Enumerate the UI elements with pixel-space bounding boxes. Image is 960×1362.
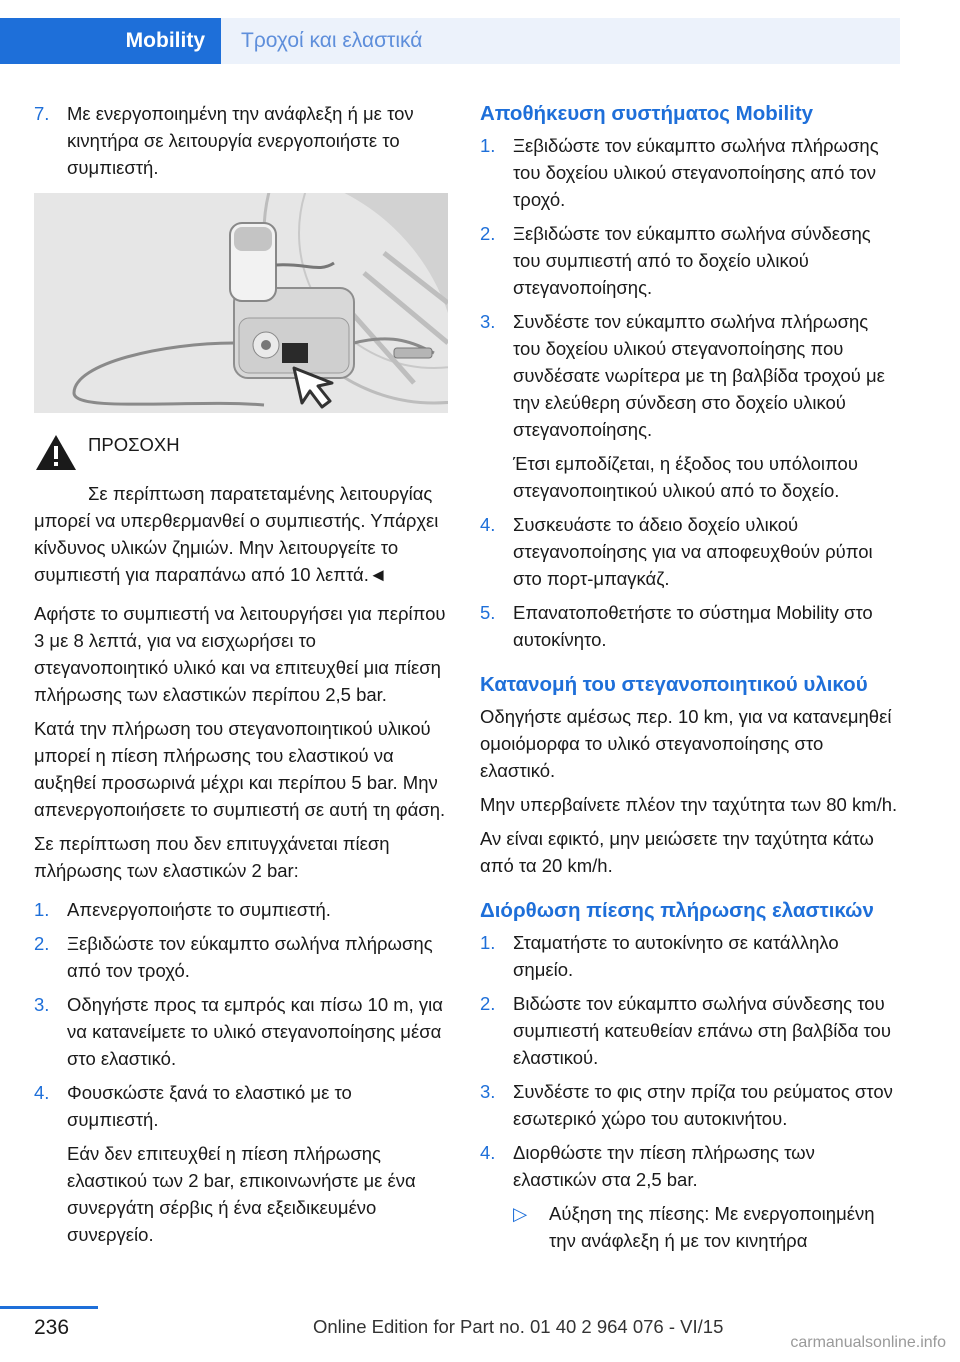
step-text: Βιδώστε τον εύκαμπτο σωλήνα σύνδεσης του συμπιεστή κατευθείαν επάνω στη βαλβίδα του ελαστικού. bbox=[513, 993, 891, 1068]
step-text: Ξεβιδώστε τον εύκαμπτο σωλήνα σύνδεσης του συμπιεστή από το δοχείο υλικού στεγανοποίησης. bbox=[513, 223, 871, 298]
sub-item-text: Αύξηση της πίεσης: Με ενεργοποιημένη την ανάφλεξη ή με τον κινητήρα bbox=[549, 1203, 875, 1251]
step-number: 3. bbox=[480, 1081, 496, 1102]
step-note: Έτσι εμποδίζεται, η έξοδος του υπόλοιπου στεγανοποιητικού υλικού από το δοχείο. bbox=[513, 453, 858, 501]
step-number: 2. bbox=[34, 933, 50, 954]
section-tab: Mobility bbox=[0, 18, 221, 64]
step-text: Επανατοποθετήστε το σύστημα Mobility στο αυτοκίνητο. bbox=[513, 602, 873, 650]
step-number: 5. bbox=[480, 602, 496, 623]
step-note: Εάν δεν επιτευχθεί η πίεση πλήρωσης ελαστικού των 2 bar, επικοινωνήστε με ένα συνεργάτη σέρβις ή ένα εξειδικευμένο συνεργείο. bbox=[67, 1143, 416, 1245]
step-item bbox=[480, 308, 900, 443]
step-text: Συνδέστε τον εύκαμπτο σωλήνα πλήρωσης του δοχείου υλικού στεγανοποίησης που συνδέσατε νωρίτερα με τη βαλβίδα τροχού με την ελεύθερη σύνδεση στο δοχείο υλικού στεγανοποίησης. bbox=[513, 311, 885, 440]
page-header bbox=[0, 18, 900, 64]
step-item bbox=[480, 929, 900, 983]
compressor-illustration bbox=[34, 193, 448, 413]
paragraph: Κατά την πλήρωση του στεγανοποιητικού υλικού μπορεί η πίεση πλήρωσης του ελαστικού να αυξηθεί προσωρινά μέχρι και περίπου 5 bar. Μην απενεργοποιήσετε το συμπιεστή σε αυτή τη φάση. bbox=[34, 718, 446, 820]
step-text: Συνδέστε το φις στην πρίζα του ρεύματος στον εσωτερικό χώρο του αυτοκινήτου. bbox=[513, 1081, 893, 1129]
step-number: 4. bbox=[480, 1142, 496, 1163]
step-item bbox=[480, 511, 900, 592]
step-item bbox=[34, 1079, 448, 1133]
step-text: Οδηγήστε προς τα εμπρός και πίσω 10 m, για να κατανείμετε το υλικό στεγανοποίησης μέσα στο ελαστικό. bbox=[67, 994, 443, 1069]
step-item bbox=[34, 930, 448, 984]
step-item bbox=[480, 1139, 900, 1193]
left-column bbox=[34, 100, 448, 1255]
paragraph: Σε περίπτωση που δεν επιτυγχάνεται πίεση πλήρωσης των ελαστικών 2 bar: bbox=[34, 833, 390, 881]
step-number: 1. bbox=[480, 135, 496, 156]
step-text: Συσκευάστε το άδειο δοχείο υλικού στεγανοποίησης για να αποφευχθούν ρύποι στο πορτ-μπαγκάζ. bbox=[513, 514, 873, 589]
watermark: carmanualsonline.info bbox=[790, 1334, 946, 1351]
step-number: 7. bbox=[34, 103, 50, 124]
sub-item bbox=[513, 1200, 900, 1254]
step-item bbox=[480, 1078, 900, 1132]
triangle-bullet-icon: ▷ bbox=[513, 1203, 528, 1224]
right-column bbox=[480, 100, 900, 1261]
step-number: 1. bbox=[480, 932, 496, 953]
step-item bbox=[480, 990, 900, 1071]
step-text: Απενεργοποιήστε το συμπιεστή. bbox=[67, 899, 331, 920]
step-number: 2. bbox=[480, 993, 496, 1014]
warning-text: Σε περίπτωση παρατεταμένης λειτουργίας μπορεί να υπερθερμανθεί ο συμπιεστής. Υπάρχει κίνδυνος υλικών ζημιών. Μην λειτουργείτε το συμπιεστή για παραπάνω από 10 λεπτά.◄ bbox=[34, 483, 439, 585]
step-item bbox=[34, 100, 448, 181]
step-item bbox=[480, 220, 900, 301]
paragraph: Αν είναι εφικτό, μην μειώσετε την ταχύτητα κάτω από τα 20 km/h. bbox=[480, 828, 874, 876]
step-item bbox=[34, 896, 448, 923]
chapter-tab: Τροχοί και ελαστικά bbox=[221, 18, 900, 64]
paragraph: Μην υπερβαίνετε πλέον την ταχύτητα των 80 km/h. bbox=[480, 794, 898, 815]
step-number: 4. bbox=[34, 1082, 50, 1103]
step-text: Διορθώστε την πίεση πλήρωσης των ελαστικών στα 2,5 bar. bbox=[513, 1142, 815, 1190]
step-number: 2. bbox=[480, 223, 496, 244]
step-text: Με ενεργοποιημένη την ανάφλεξη ή με τον κινητήρα σε λειτουργία ενεργοποιήστε το συμπιεστή. bbox=[67, 103, 414, 178]
step-item bbox=[34, 991, 448, 1072]
section-heading: Διόρθωση πίεσης πλήρωσης ελαστικών bbox=[480, 899, 874, 922]
step-item bbox=[480, 132, 900, 213]
step-number: 3. bbox=[480, 311, 496, 332]
step-text: Σταματήστε το αυτοκίνητο σε κατάλληλο σημείο. bbox=[513, 932, 839, 980]
warning-block bbox=[34, 431, 448, 480]
footer-rule bbox=[0, 1306, 98, 1309]
step-item bbox=[480, 599, 900, 653]
step-number: 1. bbox=[34, 899, 50, 920]
page-number: 236 bbox=[34, 1316, 70, 1339]
paragraph: Αφήστε το συμπιεστή να λειτουργήσει για περίπου 3 με 8 λεπτά, για να εισχωρήσει το στεγανοποιητικό υλικό και να επιτευχθεί μια πίεση πλήρωσης των ελαστικών περίπου 2,5 bar. bbox=[34, 603, 446, 705]
step-text: Φουσκώστε ξανά το ελαστικό με το συμπιεστή. bbox=[67, 1082, 352, 1130]
warning-icon bbox=[34, 431, 78, 480]
step-text: Ξεβιδώστε τον εύκαμπτο σωλήνα πλήρωσης από τον τροχό. bbox=[67, 933, 433, 981]
edition-text: Online Edition for Part no. 01 40 2 964 076 - VI/15 bbox=[313, 1316, 724, 1337]
warning-title: ΠΡΟΣΟΧΗ bbox=[88, 434, 180, 455]
section-heading: Κατανομή του στεγανοποιητικού υλικού bbox=[480, 673, 868, 696]
step-number: 3. bbox=[34, 994, 50, 1015]
section-heading: Αποθήκευση συστήματος Mobility bbox=[480, 102, 814, 125]
compressor-image bbox=[34, 193, 448, 413]
paragraph: Οδηγήστε αμέσως περ. 10 km, για να κατανεμηθεί ομοιόμορφα το υλικό στεγανοποίησης στο ελαστικό. bbox=[480, 706, 892, 781]
step-text: Ξεβιδώστε τον εύκαμπτο σωλήνα πλήρωσης του δοχείου υλικού στεγανοποίησης από τον τροχό. bbox=[513, 135, 879, 210]
step-number: 4. bbox=[480, 514, 496, 535]
